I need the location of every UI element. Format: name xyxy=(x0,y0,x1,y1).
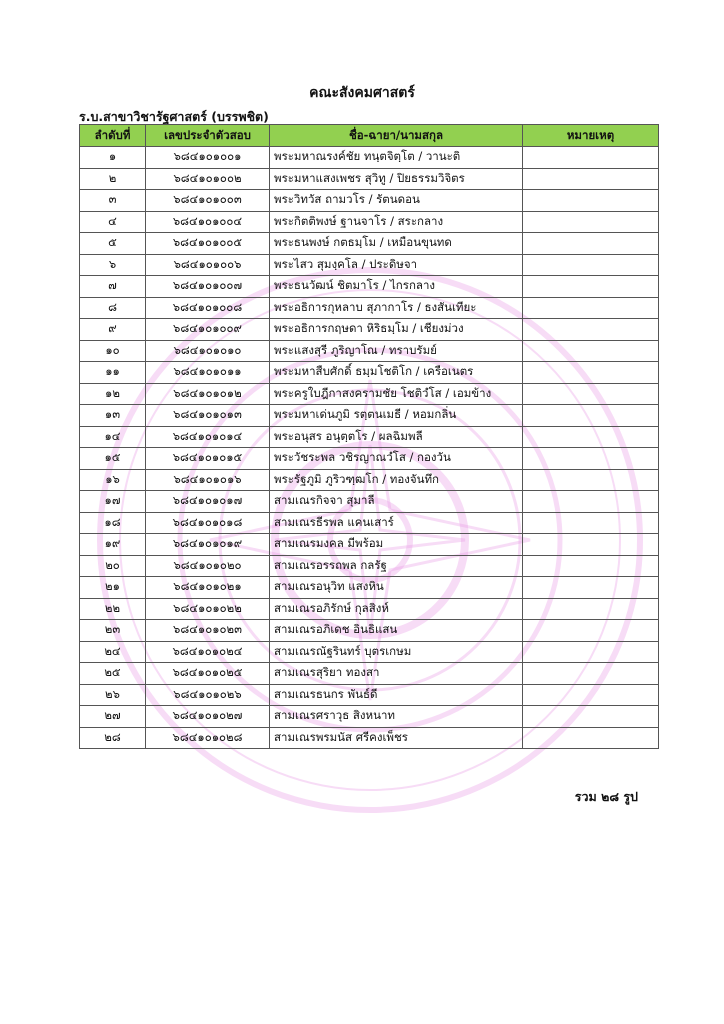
cell-exam-id: ๖๘๔๑๐๑๐๐๕ xyxy=(146,233,270,255)
cell-no: ๑๘ xyxy=(80,512,146,534)
cell-no: ๒๕ xyxy=(80,663,146,685)
cell-note xyxy=(523,512,659,534)
cell-exam-id: ๖๘๔๑๐๑๐๒๒ xyxy=(146,598,270,620)
cell-note xyxy=(523,340,659,362)
cell-name: พระอนุสร อนุตฺตโร / ผลฉิมพลี xyxy=(270,426,523,448)
cell-exam-id: ๖๘๔๑๐๑๐๐๑ xyxy=(146,147,270,169)
header-no: ลำดับที่ xyxy=(80,125,146,147)
cell-no: ๒๓ xyxy=(80,620,146,642)
cell-name: พระแสงสุรี ภูริญาโณ / ทราบรัมย์ xyxy=(270,340,523,362)
cell-no: ๑๑ xyxy=(80,362,146,384)
cell-exam-id: ๖๘๔๑๐๑๐๒๑ xyxy=(146,577,270,599)
cell-no: ๒๖ xyxy=(80,684,146,706)
cell-name: สามเณรณัฐรินทร์ บุตรเกษม xyxy=(270,641,523,663)
table-row xyxy=(80,254,659,276)
table-row xyxy=(80,491,659,513)
table-row xyxy=(80,168,659,190)
cell-name: สามเณรอนุวิท แสงหิน xyxy=(270,577,523,599)
cell-no: ๒๑ xyxy=(80,577,146,599)
cell-note xyxy=(523,663,659,685)
cell-no: ๑๒ xyxy=(80,383,146,405)
table-row xyxy=(80,340,659,362)
table-row xyxy=(80,555,659,577)
cell-name: พระอธิการกุหลาบ สุภากาโร / ธงสันเทียะ xyxy=(270,297,523,319)
table-row xyxy=(80,405,659,427)
table-row xyxy=(80,297,659,319)
cell-no: ๒๒ xyxy=(80,598,146,620)
cell-exam-id: ๖๘๔๑๐๑๐๒๕ xyxy=(146,663,270,685)
table-row xyxy=(80,211,659,233)
cell-name: สามเณรมงคล มีพร้อม xyxy=(270,534,523,556)
cell-name: สามเณรอรรถพล กลรัฐ xyxy=(270,555,523,577)
cell-name: พระวิทวัส ถามวโร / รัตนดอน xyxy=(270,190,523,212)
cell-name: สามเณรกิจจา สุมาลี xyxy=(270,491,523,513)
cell-exam-id: ๖๘๔๑๐๑๐๒๔ xyxy=(146,641,270,663)
cell-note xyxy=(523,147,659,169)
table-row xyxy=(80,663,659,685)
cell-name: สามเณรศราวุธ สิงหนาท xyxy=(270,706,523,728)
table-row xyxy=(80,276,659,298)
table-row xyxy=(80,727,659,749)
table-row xyxy=(80,641,659,663)
cell-no: ๒ xyxy=(80,168,146,190)
cell-exam-id: ๖๘๔๑๐๑๐๑๘ xyxy=(146,512,270,534)
cell-exam-id: ๖๘๔๑๐๑๐๑๙ xyxy=(146,534,270,556)
cell-exam-id: ๖๘๔๑๐๑๐๐๒ xyxy=(146,168,270,190)
cell-note xyxy=(523,727,659,749)
cell-name: พระมหาณรงค์ชัย ทนฺตจิตฺโต / วานะติ xyxy=(270,147,523,169)
table-row xyxy=(80,598,659,620)
cell-note xyxy=(523,254,659,276)
cell-note xyxy=(523,555,659,577)
cell-no: ๑๖ xyxy=(80,469,146,491)
cell-name: พระวัชระพล วชิรญาณวํโส / กองวัน xyxy=(270,448,523,470)
cell-exam-id: ๖๘๔๑๐๑๐๑๐ xyxy=(146,340,270,362)
cell-note xyxy=(523,598,659,620)
cell-note xyxy=(523,168,659,190)
cell-name: พระครูใบฎีกาสงครามชัย โชติวํโส / เอมข้าง xyxy=(270,383,523,405)
table-row xyxy=(80,147,659,169)
cell-note xyxy=(523,297,659,319)
header-name: ชื่อ-ฉายา/นามสกุล xyxy=(270,125,523,147)
cell-note xyxy=(523,233,659,255)
cell-note xyxy=(523,276,659,298)
cell-exam-id: ๖๘๔๑๐๑๐๑๒ xyxy=(146,383,270,405)
header-note: หมายเหตุ xyxy=(523,125,659,147)
cell-name: สามเณรอภิเดช อินธิแสน xyxy=(270,620,523,642)
cell-note xyxy=(523,448,659,470)
cell-note xyxy=(523,405,659,427)
cell-name: พระอธิการกฤษดา หิริธมฺโม / เชียงม่วง xyxy=(270,319,523,341)
cell-name: พระธนวัฒน์ ชิตมาโร / ไกรกลาง xyxy=(270,276,523,298)
cell-name: พระธนพงษ์ กตธมฺโม / เหมือนขุนทด xyxy=(270,233,523,255)
cell-exam-id: ๖๘๔๑๐๑๐๒๗ xyxy=(146,706,270,728)
cell-note xyxy=(523,534,659,556)
cell-note xyxy=(523,426,659,448)
cell-no: ๑๓ xyxy=(80,405,146,427)
program-subtitle: ร.บ.สาขาวิชารัฐศาสตร์ (บรรพชิต) xyxy=(79,109,269,124)
cell-name: สามเณรอภิรักษ์ กุลสิงห์ xyxy=(270,598,523,620)
cell-no: ๒๔ xyxy=(80,641,146,663)
cell-note xyxy=(523,211,659,233)
cell-note xyxy=(523,684,659,706)
table-header-row xyxy=(80,125,659,147)
cell-exam-id: ๖๘๔๑๐๑๐๑๕ xyxy=(146,448,270,470)
cell-no: ๓ xyxy=(80,190,146,212)
table-row xyxy=(80,383,659,405)
cell-exam-id: ๖๘๔๑๐๑๐๐๙ xyxy=(146,319,270,341)
cell-note xyxy=(523,383,659,405)
table-row xyxy=(80,448,659,470)
total-count: รวม ๒๘ รูป xyxy=(574,789,638,804)
cell-name: พระกิตติพงษ์ ฐานจาโร / สระกลาง xyxy=(270,211,523,233)
table-row xyxy=(80,319,659,341)
cell-name: พระมหาแสงเพชร สุวิทู / ปิยธรรมวิจิตร xyxy=(270,168,523,190)
cell-exam-id: ๖๘๔๑๐๑๐๑๑ xyxy=(146,362,270,384)
cell-no: ๑๙ xyxy=(80,534,146,556)
table-row xyxy=(80,684,659,706)
cell-name: สามเณรพรมนัส ศรีคงเพ็ชร xyxy=(270,727,523,749)
roster-table xyxy=(79,124,659,749)
cell-exam-id: ๖๘๔๑๐๑๐๐๖ xyxy=(146,254,270,276)
cell-exam-id: ๖๘๔๑๐๑๐๐๗ xyxy=(146,276,270,298)
table-row xyxy=(80,512,659,534)
cell-name: สามเณรธนกร พันธ์ดี xyxy=(270,684,523,706)
cell-name: สามเณรธีรพล แคนเสาร์ xyxy=(270,512,523,534)
cell-exam-id: ๖๘๔๑๐๑๐๑๔ xyxy=(146,426,270,448)
cell-no: ๑๔ xyxy=(80,426,146,448)
cell-exam-id: ๖๘๔๑๐๑๐๒๐ xyxy=(146,555,270,577)
header-exam-id: เลขประจำตัวสอบ xyxy=(146,125,270,147)
cell-no: ๖ xyxy=(80,254,146,276)
cell-no: ๒๘ xyxy=(80,727,146,749)
table-row xyxy=(80,426,659,448)
cell-exam-id: ๖๘๔๑๐๑๐๑๗ xyxy=(146,491,270,513)
cell-name: พระมหาสืบศักดิ์ ธมฺมโชติโก / เครือเนตร xyxy=(270,362,523,384)
cell-no: ๘ xyxy=(80,297,146,319)
cell-exam-id: ๖๘๔๑๐๑๐๐๔ xyxy=(146,211,270,233)
cell-exam-id: ๖๘๔๑๐๑๐๑๓ xyxy=(146,405,270,427)
cell-note xyxy=(523,362,659,384)
table-row xyxy=(80,706,659,728)
cell-note xyxy=(523,620,659,642)
table-row xyxy=(80,469,659,491)
cell-exam-id: ๖๘๔๑๐๑๐๑๖ xyxy=(146,469,270,491)
cell-note xyxy=(523,706,659,728)
cell-name: พระไสว สุมงฺคโล / ประดิษจา xyxy=(270,254,523,276)
cell-no: ๗ xyxy=(80,276,146,298)
cell-note xyxy=(523,319,659,341)
cell-note xyxy=(523,190,659,212)
cell-note xyxy=(523,577,659,599)
cell-exam-id: ๖๘๔๑๐๑๐๐๓ xyxy=(146,190,270,212)
cell-name: สามเณรสุริยา ทองสา xyxy=(270,663,523,685)
cell-no: ๑๕ xyxy=(80,448,146,470)
table-row xyxy=(80,534,659,556)
cell-exam-id: ๖๘๔๑๐๑๐๒๖ xyxy=(146,684,270,706)
cell-no: ๒๐ xyxy=(80,555,146,577)
table-row xyxy=(80,620,659,642)
table-row xyxy=(80,577,659,599)
cell-no: ๔ xyxy=(80,211,146,233)
cell-exam-id: ๖๘๔๑๐๑๐๐๘ xyxy=(146,297,270,319)
cell-name: พระรัฐภูมิ ภูริวฑฺฒโก / ทองจันทึก xyxy=(270,469,523,491)
table-row xyxy=(80,233,659,255)
cell-no: ๑๐ xyxy=(80,340,146,362)
cell-note xyxy=(523,641,659,663)
cell-name: พระมหาเด่นภูมิ รตฺตนเมธี / หอมกลิ่น xyxy=(270,405,523,427)
cell-no: ๒๗ xyxy=(80,706,146,728)
table-row xyxy=(80,362,659,384)
table-row xyxy=(80,190,659,212)
page-title: คณะสังคมศาสตร์ xyxy=(309,85,415,101)
cell-no: ๕ xyxy=(80,233,146,255)
cell-no: ๑๗ xyxy=(80,491,146,513)
cell-note xyxy=(523,491,659,513)
cell-exam-id: ๖๘๔๑๐๑๐๒๘ xyxy=(146,727,270,749)
cell-no: ๑ xyxy=(80,147,146,169)
cell-note xyxy=(523,469,659,491)
cell-exam-id: ๖๘๔๑๐๑๐๒๓ xyxy=(146,620,270,642)
cell-no: ๙ xyxy=(80,319,146,341)
